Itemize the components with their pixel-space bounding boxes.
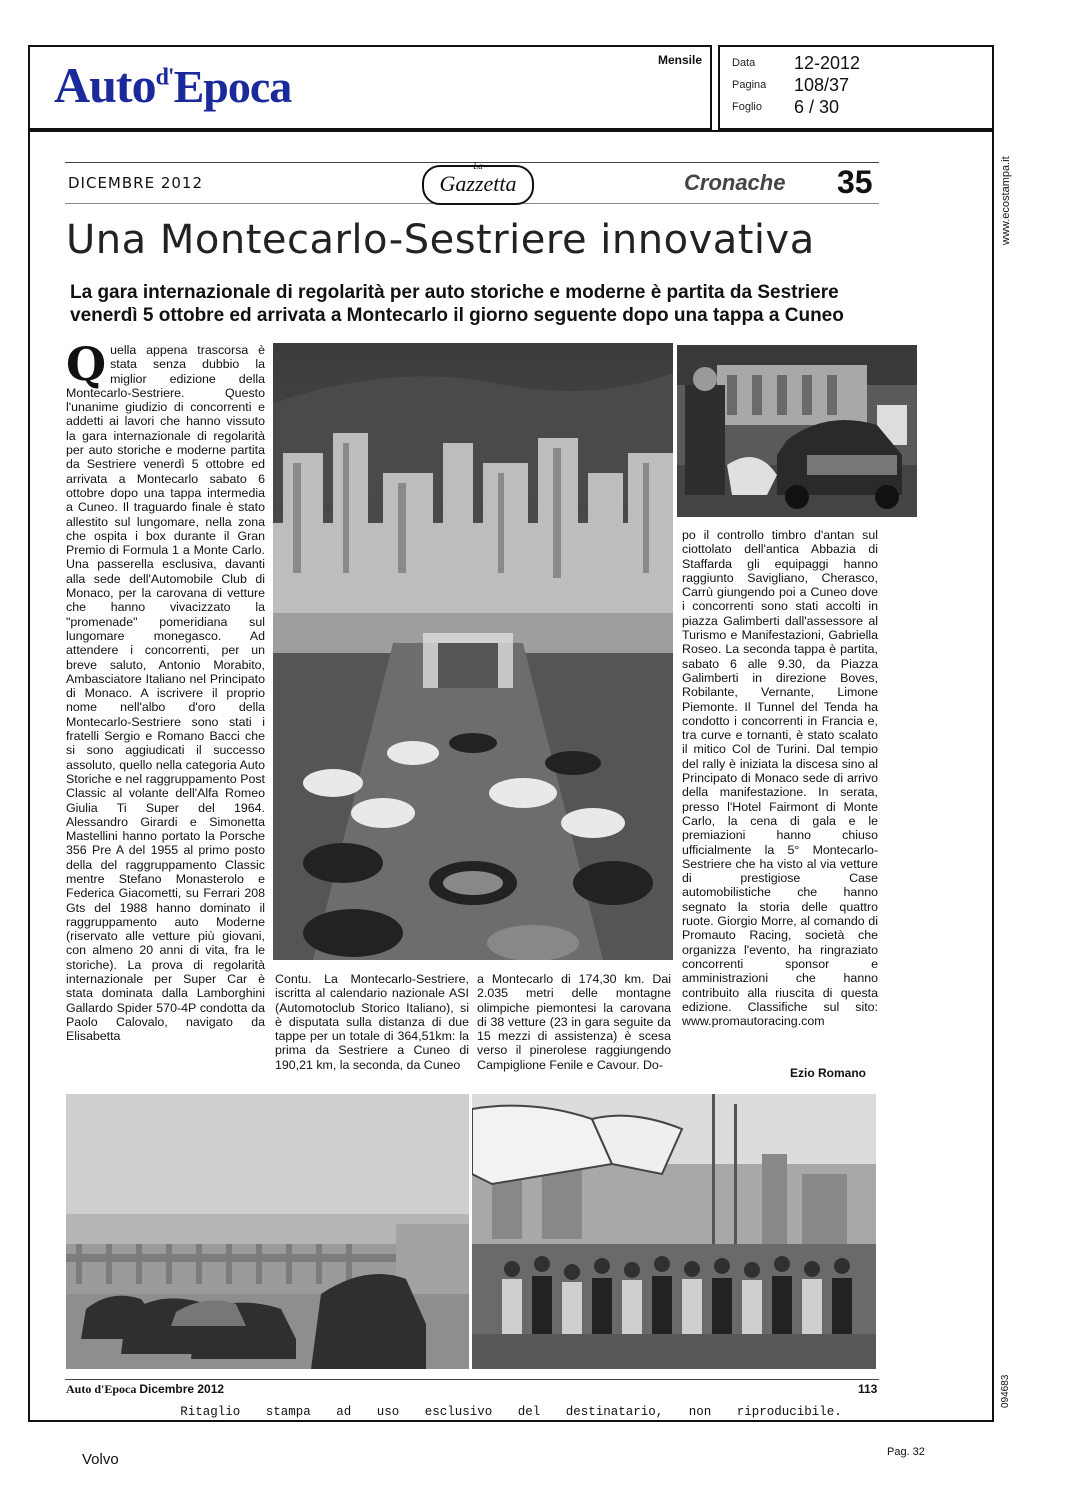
column-2-text: Contu. La Montecarlo-Sestriere, iscritta al calendario nazionale ASI (Automotoclub Storico Italiano), si è disputata sulla distanza di due tappe per un totale di 364,51km: la prima da Sestriere a Cuneo di 190,21 km, la seconda, da Cuneo	[275, 972, 469, 1072]
article-column-4	[682, 528, 878, 1028]
footer-publication	[66, 1382, 224, 1397]
footer-rule	[65, 1379, 879, 1380]
meta-date	[732, 53, 982, 75]
meta-page-value: 108/37	[794, 75, 850, 95]
magazine-date: DICEMBRE 2012	[68, 174, 203, 192]
meta-sheet-value: 6 / 30	[794, 97, 840, 117]
document-page-number: Pag. 32	[887, 1446, 925, 1458]
article-column-2	[275, 972, 469, 1072]
photo-cuneo-piazza	[66, 1094, 469, 1369]
dropcap: Q	[66, 337, 107, 391]
article-column-1	[66, 337, 265, 1044]
footer-issue: Dicembre 2012	[139, 1382, 225, 1396]
gazzetta-badge-small: La	[473, 161, 483, 171]
photo-montecarlo-harbour	[273, 343, 673, 960]
footer-magazine: Auto d'Epoca	[66, 1382, 137, 1396]
article-byline: Ezio Romano	[790, 1066, 867, 1080]
gazzetta-badge	[422, 161, 534, 205]
clipping-meta	[718, 45, 994, 130]
section-title: Cronache	[684, 170, 786, 195]
article-subhead: La gara internazionale di regolarità per auto storiche e moderne è partita da Sestriere venerdì 5 ottobre ed arrivata a Montecarlo il giorno seguente dopo una tappa a Cuneo	[70, 282, 844, 326]
frequency-label: Mensile	[657, 53, 702, 67]
side-url: www.ecostampa.it	[1000, 156, 1012, 245]
magazine-page-number: 35	[837, 164, 873, 200]
photo-group-arrival	[472, 1094, 876, 1369]
clipping-disclaimer: Ritaglio stampa ad uso esclusivo del destinatario, non riproducibile.	[180, 1405, 842, 1419]
meta-page-label: Pagina	[732, 79, 767, 91]
meta-date-value: 12-2012	[794, 53, 861, 73]
meta-sheet	[732, 97, 982, 119]
meta-sheet-label: Foglio	[732, 101, 762, 113]
gazzetta-badge-label: Gazzetta	[439, 171, 517, 196]
clipping-header	[28, 45, 712, 130]
article-column-3	[477, 972, 671, 1072]
photo-car-start	[677, 345, 917, 517]
meta-page	[732, 75, 982, 97]
meta-date-label: Data	[732, 57, 756, 69]
column-4-text: po il controllo timbro d'antan sul ciottolato dell'antica Abbazia di Staffarda gli equipaggi hanno raggiunto Savigliano, Cherasco, Carrù giungendo poi a Cuneo dove i concorrenti sono stati accolti in piazza Galimberti dall'assessore al Turismo e Manifestazioni, Gabriella Roseo. La seconda tappa è partita, sabato 6 alle 9.30, da Piazza Galimberti in direzione Boves, Robilante, Vernante, Limone Piemonte. Il Tunnel del Tenda ha condotto i concorrenti in Francia e, tra curve e tornanti, è stato scalato il mitico Col de Turini. Dal tempio del rally è iniziata la discesa sino al Principato di Monaco sede di arrivo della manifestazione. In serata, presso l'Hotel Fairmont di Monte Carlo, la cena di gala e le premiazioni hanno chiuso ufficialmente la 5° Montecarlo-Sestriere che ha visto al via vetture di prestigiose Case automobilistiche che hanno segnato la storia delle quattro ruote. Giorgio Morre, al comando di Promauto Racing, società che organizza l'evento, ha ringraziato concorrenti sponsor e amministrazioni che hanno contribuito alla riuscita di questa edizione. Classifiche sul sito: www.promautoracing.com	[682, 528, 878, 1029]
column-1-text: uella appena trascorsa è stata senza dubbio la miglior edizione della Montecarlo-Sestriere. Questo l'unanime giudizio di concorrenti e addetti ai lavori che hanno vissuto la gara internazionale di regolarità per auto storiche e moderne partita da Sestriere venerdì 5 ottobre ed arrivata a Montecarlo sabato 6 ottobre dopo una tappa intermedia a Cuneo. Il traguardo finale è stato allestito sul lungomare, nella zona che ospita i box durante il Gran Premio di Formula 1 a Monte Carlo. Una passerella esclusiva, davanti alla sede dell'Automobile Club di Monaco, per la carovana di vetture che hanno vivacizzato la "promenade" pomeridiana sul lungomare monegasco. Ad attendere i concorrenti, per un breve saluto, Antonio Morabito, Ambasciatore Italiano nel Principato di Monaco. A iscrivere il proprio nome nell'albo d'oro della Montecarlo-Sestriere sono stati i fratelli Sergio e Romano Bacci che si sono aggiudicati il successo assoluto, quello nella categoria Auto Storiche e nel raggruppamento Post Classic al volante dell'Alfa Romeo Giulia Ti Super del 1964. Alessandro Girardi e Simonetta Mastellini hanno portato la Porsche 356 Pre A del 1955 al primo posto della del raggruppamento Classic mentre Stefano Monasterolo e Federica Giacometti, su Ferrari 208 Gts del 1988 hanno dominato il raggruppamento auto Moderne (riservato alle vetture più giovani, con almeno 20 anni di vita, fra le storiche). La prova di regolarità internazionale per Super Car è stata dominata dalla Lamborghini Gallardo Spider 570-4P condotta da Paolo Calovalo, navigato da Elisabetta	[66, 343, 265, 1044]
publication-logo: Auto$^{d'}$Epoca	[54, 57, 292, 113]
column-3-text: a Montecarlo di 174,30 km. Dai 2.035 metri delle montagne olimpiche piemontesi la carovana di 38 vetture (23 in gara seguite da 15 mezzi di assistenza) è scesa verso il pinerolese raggiungendo Campiglione Fenile e Cavour. Do-	[477, 972, 671, 1072]
client-name: Volvo	[82, 1451, 119, 1468]
footer-page-number: 113	[858, 1382, 878, 1396]
article-headline: Una Montecarlo-Sestriere innovativa	[66, 217, 815, 263]
